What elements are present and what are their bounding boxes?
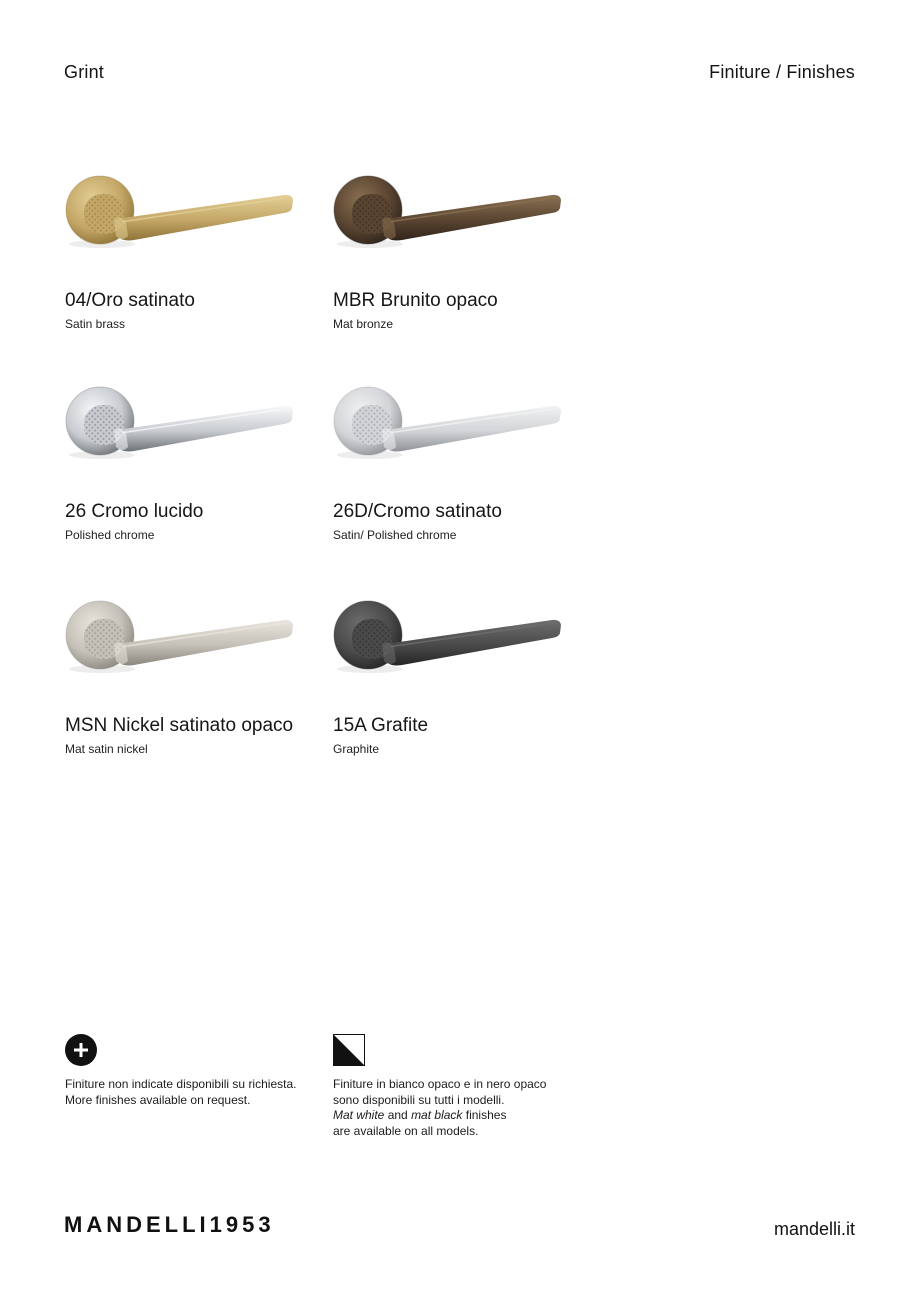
finish-name: 26 Cromo lucido xyxy=(65,501,204,522)
door-handle-satin-brass xyxy=(64,170,294,280)
note-more-finishes xyxy=(65,1077,296,1108)
finish-card-mat-satin-nickel xyxy=(64,595,324,756)
finish-name: MSN Nickel satinato opaco xyxy=(65,715,294,736)
finish-subtitle: Satin/ Polished chrome xyxy=(333,528,457,542)
door-handle-polished-chrome xyxy=(64,381,294,491)
finish-card-satin-chrome xyxy=(332,381,592,542)
finish-subtitle: Polished chrome xyxy=(65,528,155,542)
white-black-square-icon xyxy=(333,1034,365,1066)
door-handle-mat-satin-nickel xyxy=(64,595,294,705)
finish-card-polished-chrome xyxy=(64,381,324,542)
section-title: Finiture / Finishes xyxy=(709,62,855,82)
finish-subtitle: Satin brass xyxy=(65,317,126,331)
door-handle-mat-bronze xyxy=(332,170,562,280)
finish-name: 15A Grafite xyxy=(333,715,429,736)
note-italic: Mat white xyxy=(333,1108,385,1122)
note-line: Finiture non indicate disponibili su richiesta. xyxy=(65,1077,297,1091)
note-italic: mat black xyxy=(411,1108,463,1122)
finish-name: MBR Brunito opaco xyxy=(333,290,498,311)
note-line: More finishes available on request. xyxy=(65,1092,251,1107)
finish-subtitle: Mat bronze xyxy=(333,317,394,331)
door-handle-satin-chrome xyxy=(332,381,562,491)
note-line: are available on all models. xyxy=(333,1123,479,1138)
brand-logo: MANDELLI1953 xyxy=(64,1212,275,1237)
collection-title: Grint xyxy=(64,62,105,82)
finish-name: 04/Oro satinato xyxy=(65,290,195,311)
finish-name: 26D/Cromo satinato xyxy=(333,501,502,522)
note-white-black-finishes xyxy=(333,1077,546,1139)
note-text-fragment: finishes xyxy=(462,1108,507,1122)
finish-subtitle: Mat satin nickel xyxy=(65,742,148,756)
note-text-fragment: and xyxy=(384,1108,412,1122)
website-link[interactable]: mandelli.it xyxy=(773,1219,855,1239)
finish-card-mat-bronze xyxy=(332,170,592,331)
note-line: sono disponibili su tutti i modelli. xyxy=(333,1092,505,1107)
finish-card-graphite xyxy=(332,595,592,756)
finish-card-satin-brass xyxy=(64,170,324,331)
plus-circle-icon xyxy=(65,1034,97,1066)
note-line xyxy=(333,1108,546,1124)
note-line: Finiture in bianco opaco e in nero opaco xyxy=(333,1077,547,1091)
finish-subtitle: Graphite xyxy=(333,742,380,756)
door-handle-graphite xyxy=(332,595,562,705)
